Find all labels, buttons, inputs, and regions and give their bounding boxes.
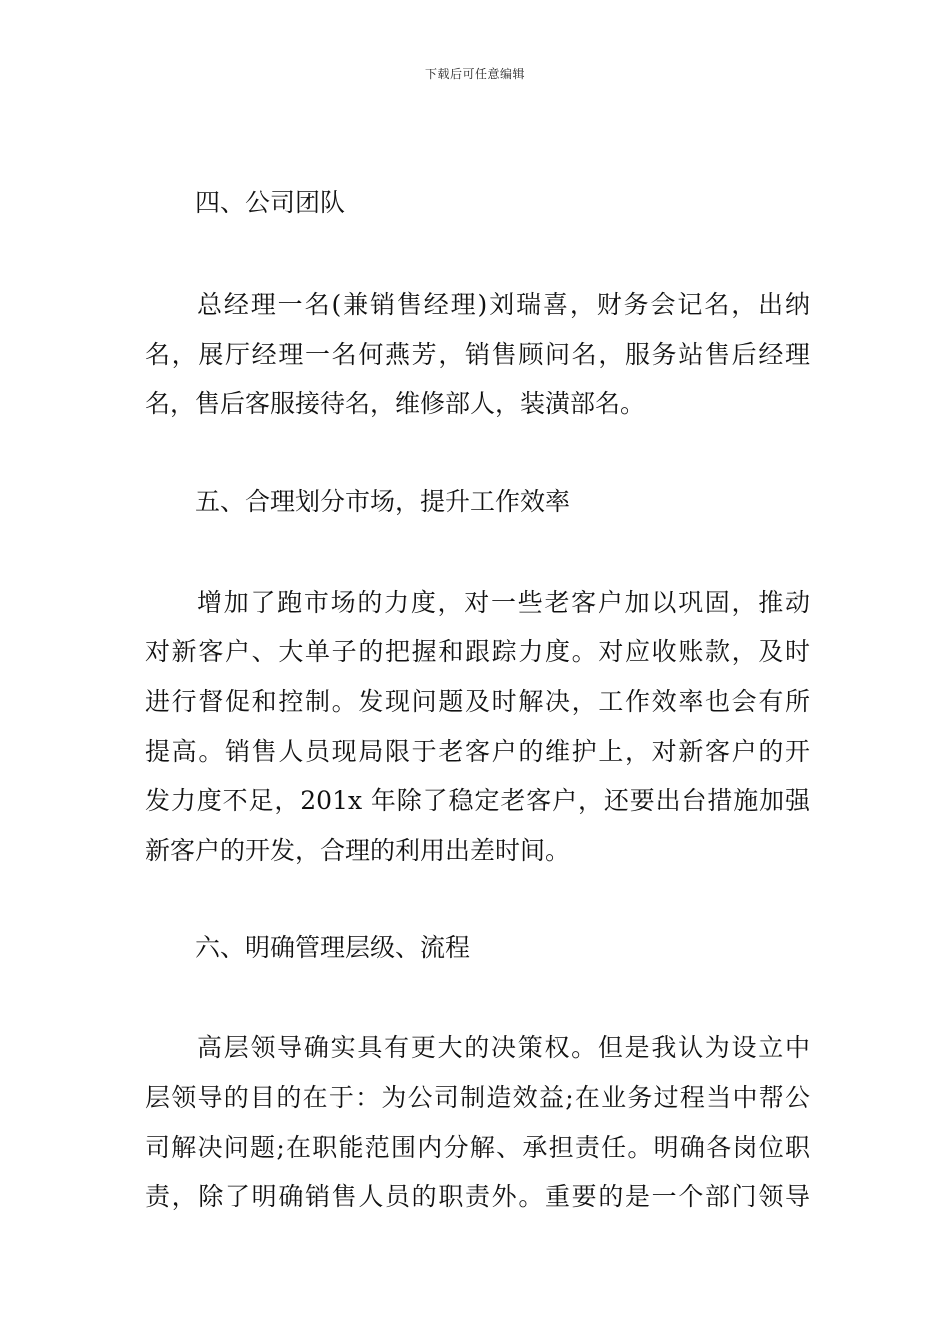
paragraph-line: 名，展厅经理一名何燕芳，销售顾问名，服务站售后经理 — [145, 339, 810, 369]
paragraph — [145, 578, 810, 876]
document-body — [145, 178, 810, 1222]
header-note: 下载后可任意编辑 — [424, 67, 525, 81]
section-heading: 五、合理划分市场，提升工作效率 — [195, 486, 571, 516]
paragraph — [145, 1023, 810, 1221]
paragraph-line: 层领导的目的在于：为公司制造效益;在业务过程当中帮公 — [145, 1082, 810, 1112]
paragraph-line: 名，售后客服接待名，维修部人，装潢部名。 — [145, 389, 646, 419]
paragraph-line: 总经理一名(兼销售经理)刘瑞喜，财务会记名，出纳 — [197, 290, 810, 319]
paragraph-line: 对新客户、大单子的把握和跟踪力度。对应收账款，及时 — [145, 637, 810, 667]
paragraph-line: 发力度不足，201x 年除了稳定老客户，还要出台措施加强 — [145, 786, 810, 816]
paragraph-line: 新客户的开发，合理的利用出差时间。 — [145, 835, 571, 865]
paragraph-line: 高层领导确实具有更大的决策权。但是我认为设立中 — [197, 1033, 810, 1063]
section-heading: 四、公司团队 — [195, 188, 346, 217]
section-heading: 六、明确管理层级、流程 — [195, 933, 471, 963]
paragraph — [145, 280, 810, 429]
paragraph-line: 司解决问题;在职能范围内分解、承担责任。明确各岗位职 — [145, 1132, 810, 1162]
paragraph-line: 增加了跑市场的力度，对一些老客户加以巩固，推动 — [197, 587, 810, 617]
paragraph-line: 进行督促和控制。发现问题及时解决，工作效率也会有所 — [145, 686, 810, 716]
paragraph-line: 责，除了明确销售人员的职责外。重要的是一个部门领导 — [145, 1182, 810, 1212]
paragraph-line: 提高。销售人员现局限于老客户的维护上，对新客户的开 — [145, 736, 810, 766]
